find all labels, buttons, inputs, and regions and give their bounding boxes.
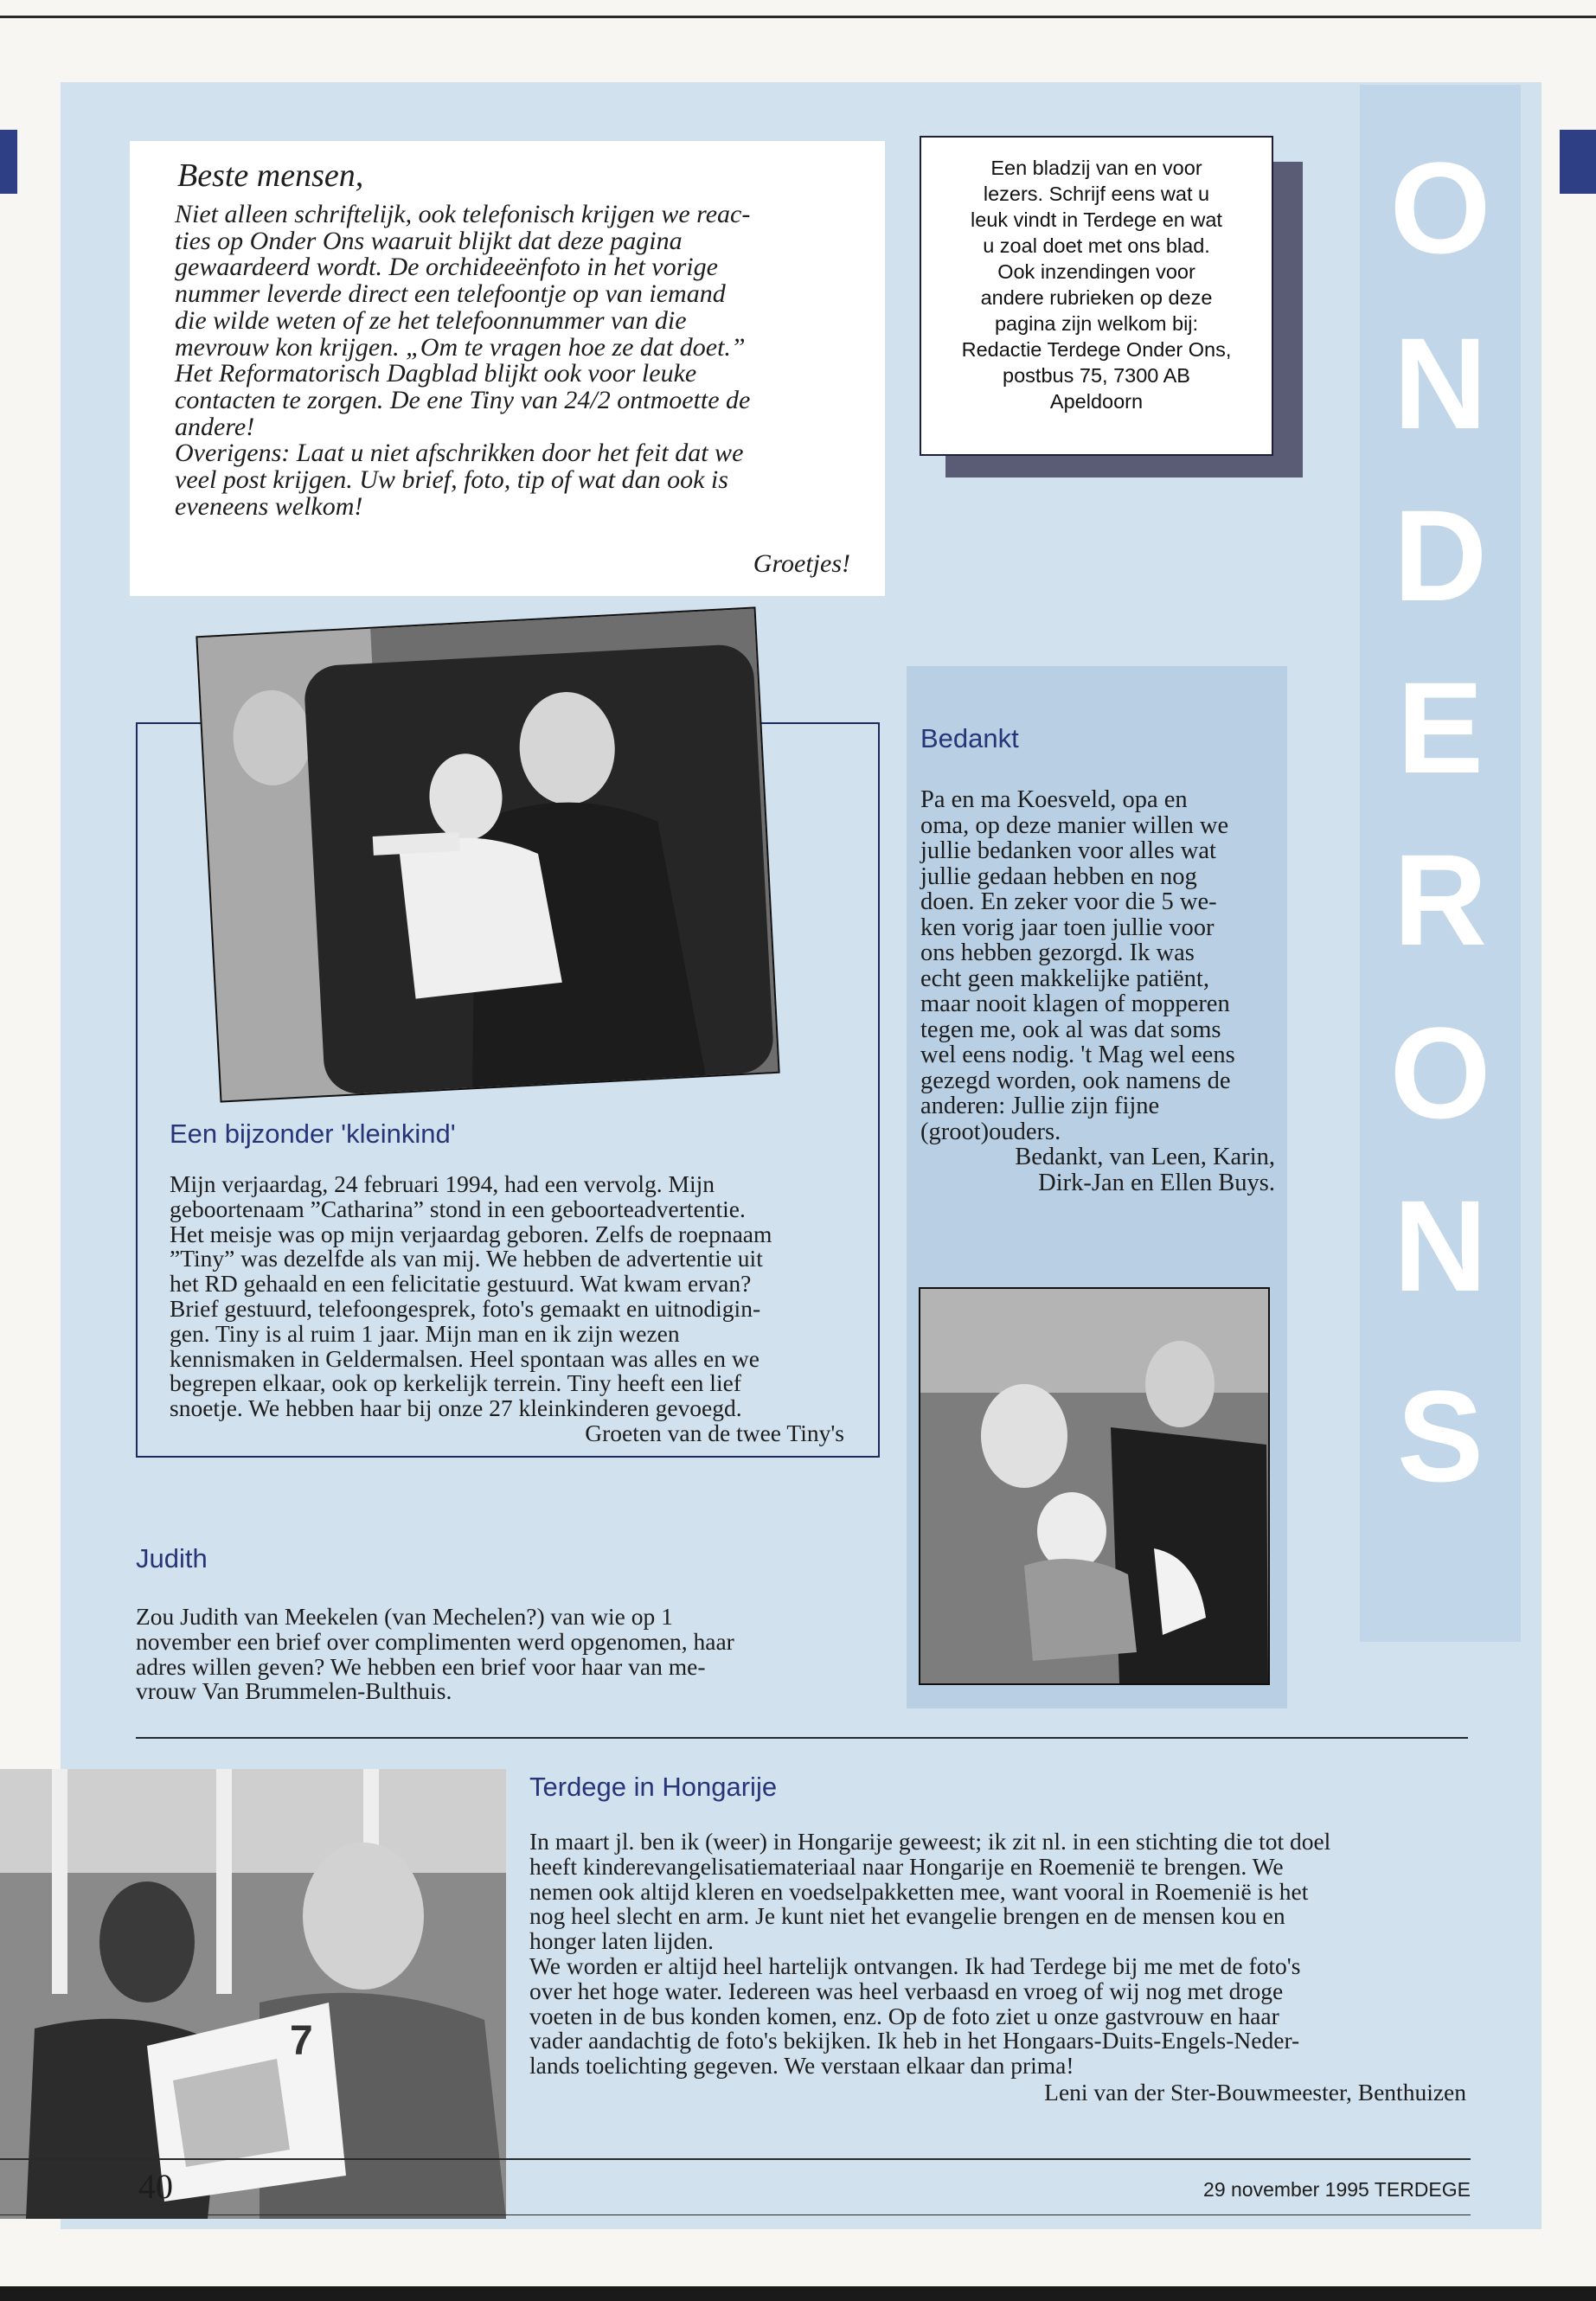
section-divider xyxy=(136,1737,1468,1739)
letter-body: Niet alleen schriftelijk, ook telefonisch krijgen we reac- ties op Onder Ons waaruit blijkt dat deze pagina gewaardeerd wordt. De orchideeënfoto in het vorige nummer leverde direct een telefoontje op van iemand die wilde weten of ze het telefoonnummer van die mevrouw kon krijgen. „Om te vragen hoe ze dat doet.” Het Reformatorisch Dagblad blijkt ook voor leuke contacten te zorgen. De ene Tiny van 24/2 ontmoette de andere! Overigens: Laat u niet afschrikken door het feit dat we veel post krijgen. Uw brief, foto, tip of wat dan ook is eveneens welkom! xyxy=(175,200,751,521)
banner-letter: S xyxy=(1396,1363,1484,1509)
page-number: 40 xyxy=(138,2167,173,2206)
kleinkind-signature: Groeten van de twee Tiny's xyxy=(585,1420,844,1446)
judith-heading: Judith xyxy=(136,1543,208,1574)
hongarije-heading: Terdege in Hongarije xyxy=(529,1772,778,1802)
hongarije-body: In maart jl. ben ik (weer) in Hongarije geweest; ik zit nl. in een stichting die tot doel heeft kinderevangelisatiemateriaal naar Hongarije en Roemenië te brengen. We nemen ook altijd kleren en voedselpakketten mee, want vooral in Roemenië is het nog heel slecht en arm. Je kunt niet het evangelie brengen en de mensen kou en honger laten lijden. We worden er altijd heel hartelijk ontvangen. Ik had Terdege bij me met de foto's over het hoge water. Iedereen was heel verbaasd en vroeg of wij nog met droge voeten in de bus konden komen, enz. Op de foto ziet u onze gastvrouw en haar vader aandachtig de foto's bekijken. Ik heb in het Hongaars-Duits-Engels-Neder- lands toelichting gegeven. We verstaan elkaar dan prima! xyxy=(529,1828,1331,2080)
banner-letter: D xyxy=(1393,483,1488,628)
kleinkind-heading: Een bijzonder 'kleinkind' xyxy=(170,1118,456,1149)
banner-letter: O xyxy=(1389,135,1491,280)
letter-heading: Beste mensen, xyxy=(177,157,364,194)
bedankt-signature: Bedankt, van Leen, Karin, Dirk-Jan en Ellen Buys. xyxy=(1015,1144,1275,1196)
banner-letter: N xyxy=(1393,311,1488,456)
letter-signature: Groetjes! xyxy=(753,549,850,578)
issue-date: 29 november 1995 TERDEGE xyxy=(1203,2178,1471,2201)
banner-letter: O xyxy=(1389,1000,1491,1145)
bedankt-body: Pa en ma Koesveld, opa en oma, op deze manier willen we jullie bedanken voor alles wat jullie gedaan hebben en nog doen. En zeker voor die 5 we- ken vorig jaar toen jullie voor ons hebben gezorgd. Ik was echt geen makkelijke patiënt, maar nooit klagen of mopperen tegen me, ook al was dat soms wel eens nodig. 't Mag wel eens gezegd worden, ook namens de anderen: Jullie zijn fijne (groot)ouders. xyxy=(920,786,1235,1145)
banner-letter: E xyxy=(1396,655,1484,800)
banner-letter: R xyxy=(1393,827,1488,972)
photo-hosts-reading-terdege xyxy=(0,1769,506,2219)
hongarije-signature: Leni van der Ster-Bouwmeester, Benthuizen xyxy=(1044,2079,1466,2106)
footer-rule xyxy=(0,2158,1471,2160)
magazine-number: 7 xyxy=(290,2018,313,2064)
photo-grandmother-with-child xyxy=(195,606,779,1102)
banner-letter: N xyxy=(1393,1173,1488,1318)
kleinkind-body: Mijn verjaardag, 24 februari 1994, had een vervolg. Mijn geboortenaam ”Catharina” stond in een geboorteadvertentie. Het meisje was op mijn verjaardag geboren. Zelfs de roepnaam ”Tiny” was dezelfde als van mij. We hebben de advertentie uit het RD gehaald en een felicitatie gestuurd. Wat kwam ervan? Brief gestuurd, telefoongesprek, foto's gemaakt en uitnodigin- gen. Tiny is al ruim 1 jaar. Mijn man en ik zijn wezen kennismaken in Geldermalsen. Heel spontaan was alles en we begrepen elkaar, ook op kerkelijk terrein. Tiny heeft een lief snoetje. We hebben haar bij onze 27 kleinkinderen gevoegd. xyxy=(170,1170,772,1422)
photo-2-illustration xyxy=(920,1289,1268,1683)
intro-letter xyxy=(130,141,885,596)
photo-3-illustration xyxy=(0,1769,506,2219)
right-edge-tab xyxy=(1560,130,1596,194)
top-rule xyxy=(0,16,1596,18)
photo-1-illustration xyxy=(197,609,778,1101)
left-edge-tab xyxy=(0,130,17,194)
bottom-bar xyxy=(0,2286,1596,2301)
bedankt-heading: Bedankt xyxy=(920,723,1019,753)
judith-body: Zou Judith van Meekelen (van Mechelen?) van wie op 1 november een brief over complimenten werd opgenomen, haar adres willen geven? We hebben een brief voor haar van me- vrouw Van Brummelen-Bulthuis. xyxy=(136,1603,734,1705)
info-box-text: Een bladzij van en voor lezers. Schrijf eens wat u leuk vindt in Terdege en wat u zoal doet met ons blad. Ook inzendingen voor andere rubrieken op deze pagina zijn welkom bij: Redactie Terdege Onder Ons, postbus 75, 7300 AB Apeldoorn xyxy=(961,157,1232,413)
photo-grandparents-with-grandchild xyxy=(919,1287,1270,1685)
footer-rule-bottom xyxy=(0,2214,1471,2215)
info-box xyxy=(920,136,1273,456)
